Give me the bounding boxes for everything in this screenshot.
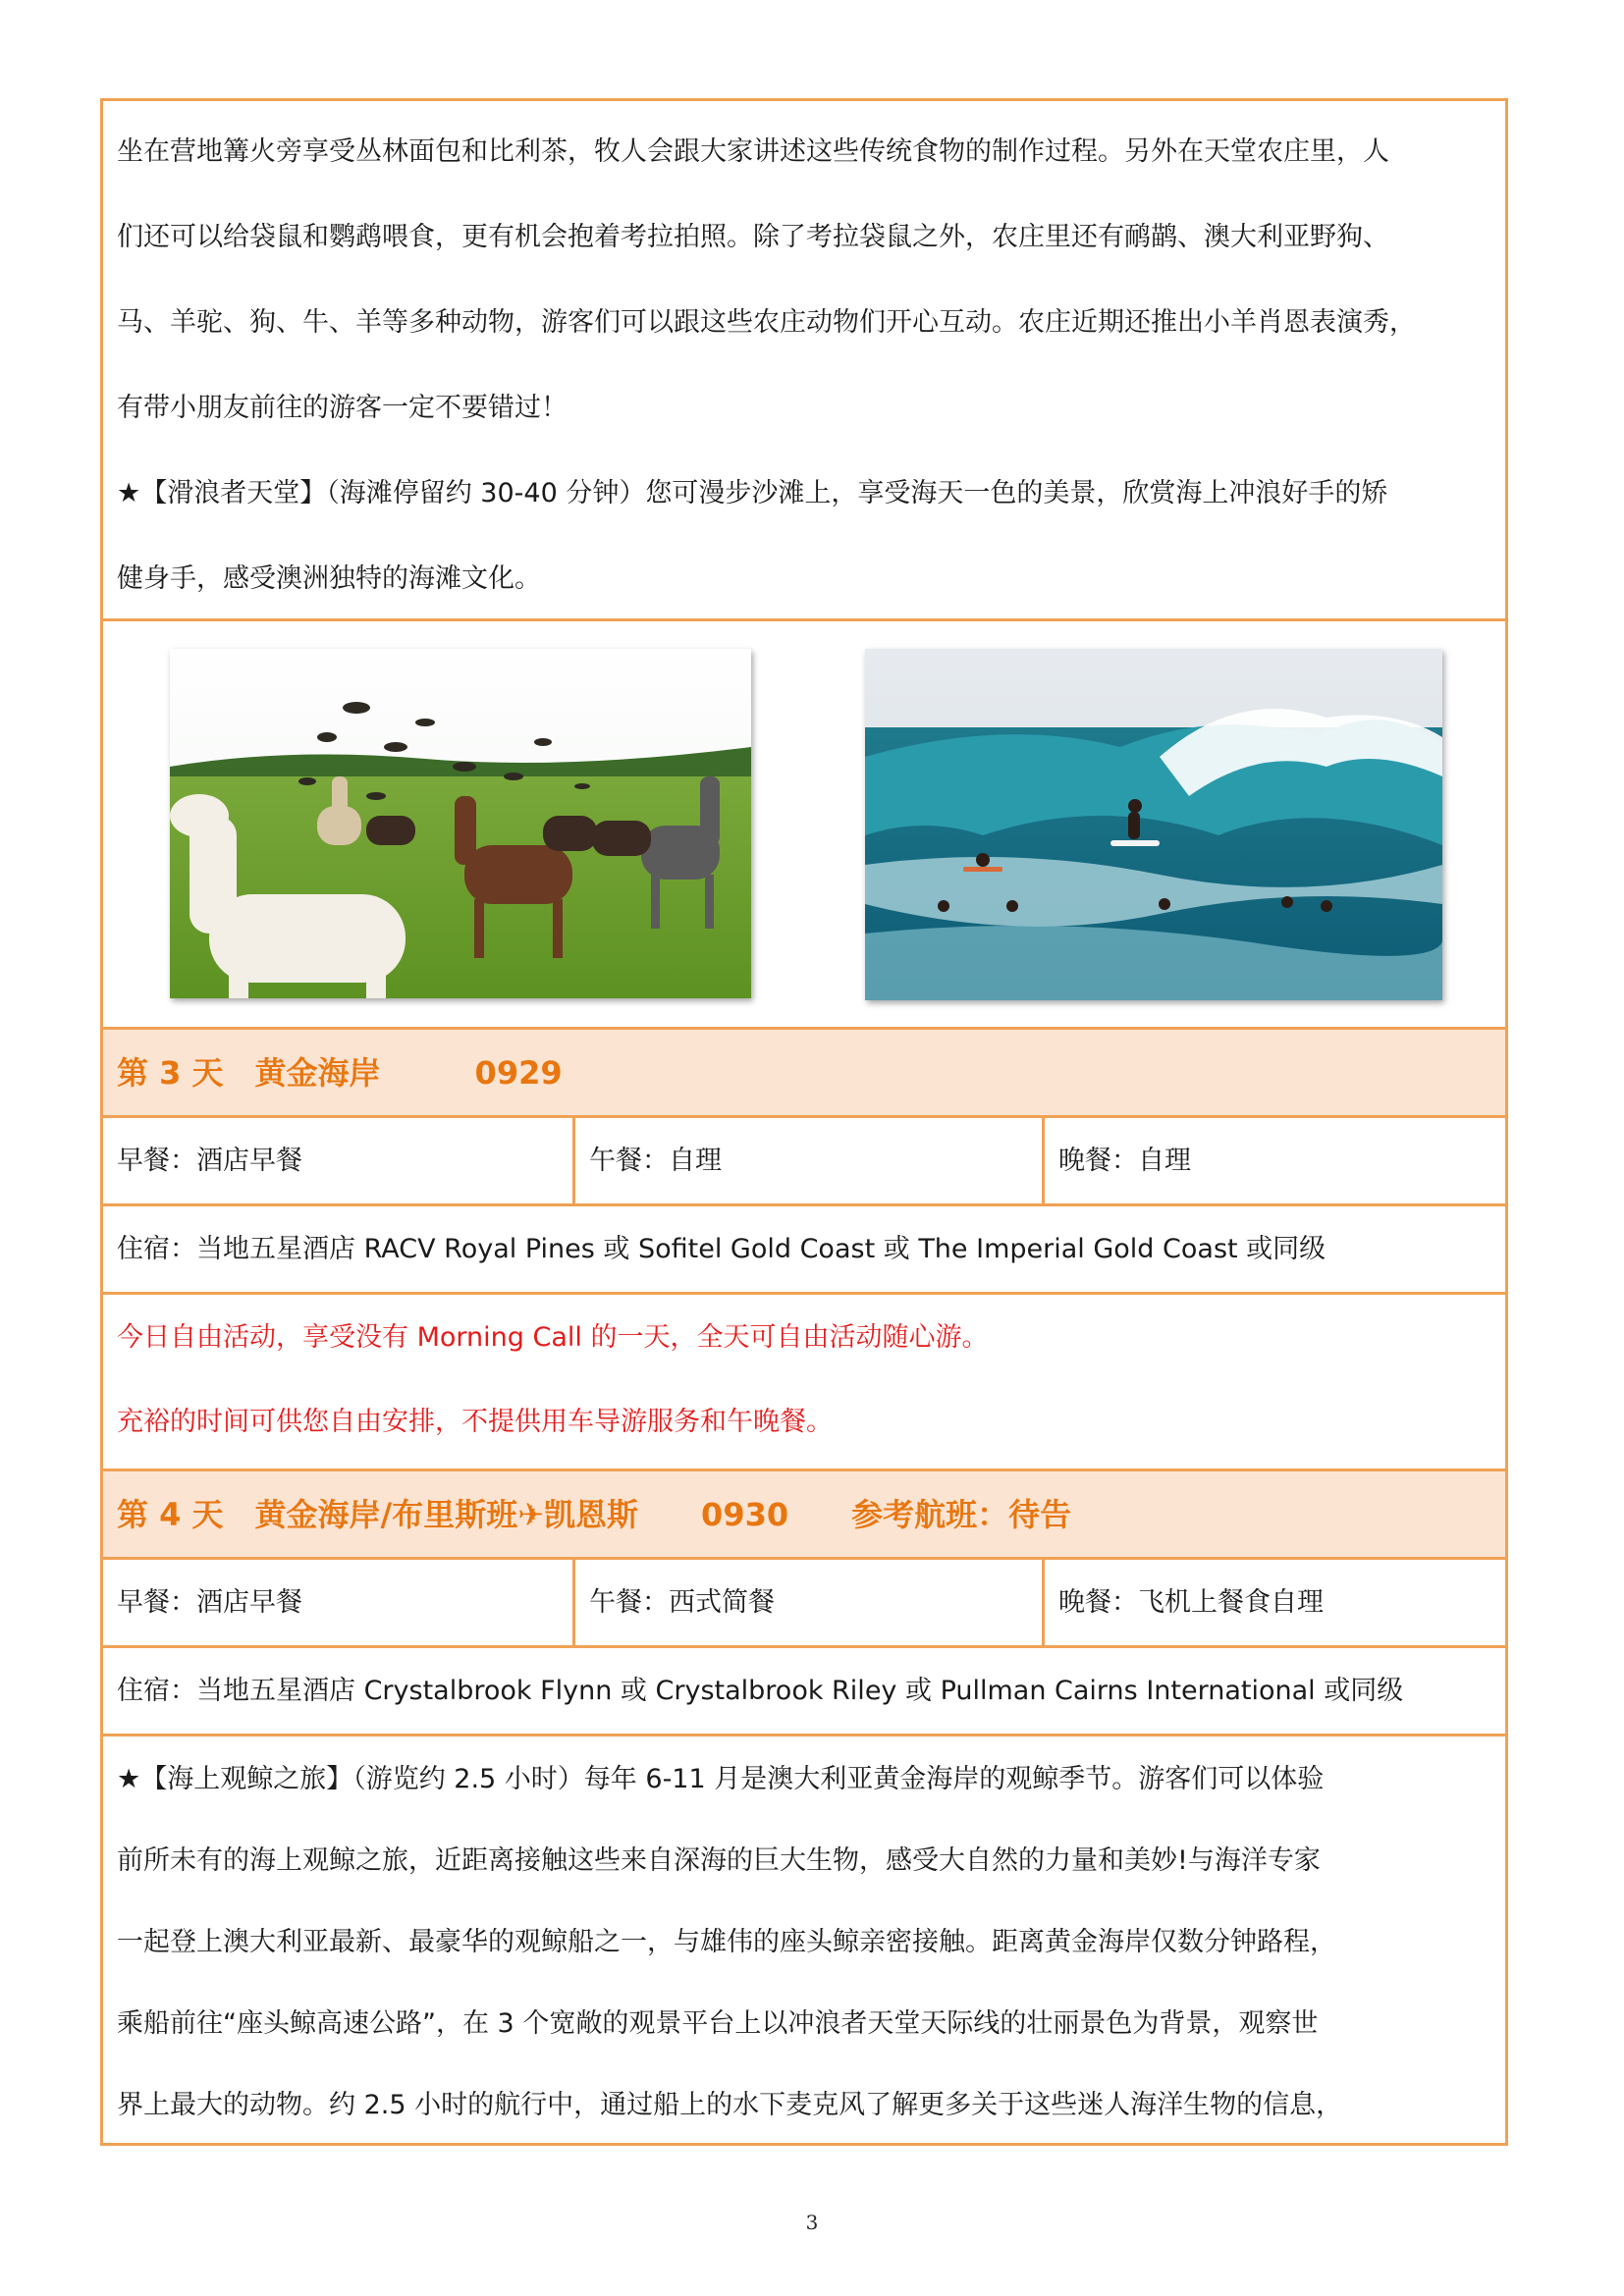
day4-breakfast: 早餐：酒店早餐 <box>117 1587 302 1618</box>
day4-description <box>103 1736 1505 2143</box>
day3-dinner: 晚餐：自理 <box>1042 1118 1505 1203</box>
intro-line: 有带小朋友前往的游客一定不要错过！ <box>117 393 568 423</box>
day3-hotel: 住宿：当地五星酒店 RACV Royal Pines 或 Sofitel Gold Coast 或 The Imperial Gold Coast 或同级 <box>117 1234 1326 1264</box>
intro-line: 们还可以给袋鼠和鹦鹉喂食，更有机会抱着考拉拍照。除了考拉袋鼠之外，农庄里还有鸸鹋、澳大利亚野狗、 <box>117 222 1389 252</box>
whale-watching-line: 乘船前往“座头鲸高速公路”，在 3 个宽敞的观景平台上以冲浪者天堂天际线的壮丽景色为背景，观察世 <box>117 2008 1319 2039</box>
intro-line: 坐在营地篝火旁享受丛林面包和比利茶，牧人会跟大家讲述这些传统食物的制作过程。另外在天堂农庄里，人 <box>117 136 1389 167</box>
day3-note: 充裕的时间可供您自由安排，不提供用车导游服务和午晚餐。 <box>117 1407 833 1437</box>
day4-hotel-row <box>103 1648 1505 1736</box>
photos-section <box>103 621 1505 1030</box>
whale-watching-line: 一起登上澳大利亚最新、最豪华的观鲸船之一，与雄伟的座头鲸亲密接触。距离黄金海岸仅数分钟路程， <box>117 1927 1336 1957</box>
surfers-paradise-line: 健身手，感受澳洲独特的海滩文化。 <box>117 563 541 594</box>
whale-watching-line: ★【海上观鲸之旅】（游览约 2.5 小时）每年 6-11 月是澳大利亚黄金海岸的观鲸季节。游客们可以体验 <box>117 1764 1325 1794</box>
day3-note: 今日自由活动，享受没有 Morning Call 的一天，全天可自由活动随心游。 <box>117 1322 989 1353</box>
day4-hotel: 住宿：当地五星酒店 Crystalbrook Flynn 或 Crystalbrook Riley 或 Pullman Cairns International 或同级 <box>117 1676 1404 1706</box>
surfers-paradise-line: ★【滑浪者天堂】（海滩停留约 30-40 分钟）您可漫步沙滩上，享受海天一色的美景，欣赏海上冲浪好手的矫 <box>117 478 1388 508</box>
day4-title: 第 4 天 黄金海岸/布里斯班✈凯恩斯 0930 参考航班：待告 <box>117 1496 1072 1533</box>
whale-watching-line: 界上最大的动物。约 2.5 小时的航行中，通过船上的水下麦克风了解更多关于这些迷人海洋生物的信息， <box>117 2090 1343 2120</box>
itinerary-table <box>100 98 1508 2146</box>
day3-header <box>103 1030 1505 1118</box>
day4-dinner: 晚餐：飞机上餐食自理 <box>1042 1560 1505 1645</box>
day3-hotel-row <box>103 1206 1505 1295</box>
alpacas-farm-photo <box>170 649 751 998</box>
day3-breakfast: 早餐：酒店早餐 <box>117 1146 302 1176</box>
intro-line: 马、羊驼、狗、牛、羊等多种动物，游客们可以跟这些农庄动物们开心互动。农庄近期还推出小羊肖恩表演秀， <box>117 307 1416 338</box>
page-number: 3 <box>805 2211 819 2234</box>
surfers-wave-photo <box>865 649 1442 1000</box>
day4-lunch: 午餐：西式简餐 <box>572 1560 1042 1645</box>
day4-header <box>103 1471 1505 1560</box>
day3-meals <box>103 1118 1505 1206</box>
day3-notes <box>103 1295 1505 1471</box>
day3-title: 第 3 天 黄金海岸 0929 <box>117 1054 563 1092</box>
intro-section <box>103 101 1505 621</box>
day4-meals <box>103 1560 1505 1648</box>
day3-lunch: 午餐：自理 <box>572 1118 1042 1203</box>
whale-watching-line: 前所未有的海上观鲸之旅，近距离接触这些来自深海的巨大生物，感受大自然的力量和美妙!与海洋专家 <box>117 1845 1321 1876</box>
